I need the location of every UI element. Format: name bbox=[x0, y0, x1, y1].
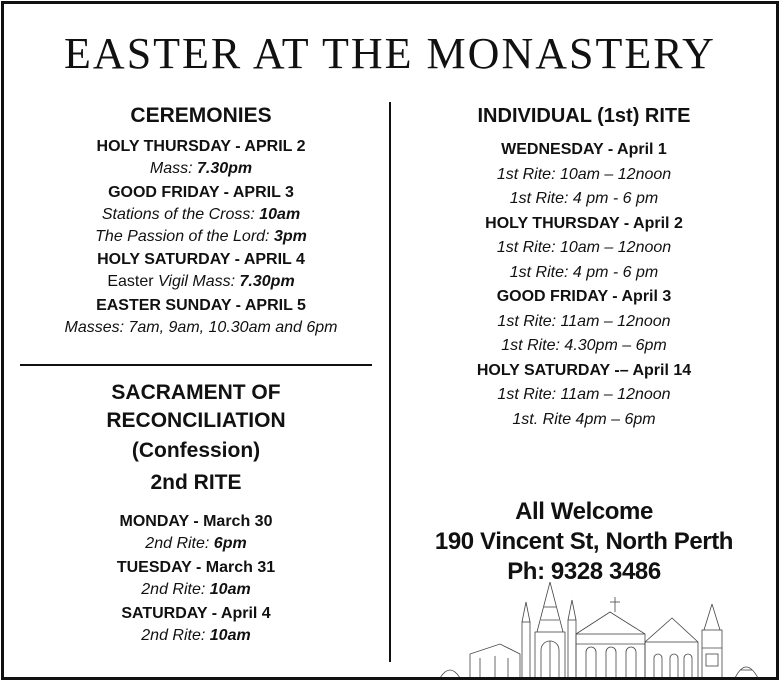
stations-label: Stations of the Cross: bbox=[101, 206, 255, 223]
all-welcome: All Welcome bbox=[515, 498, 653, 525]
holy-thursday-date: - April 2 bbox=[619, 214, 683, 232]
saturday-rite bbox=[16, 625, 376, 647]
good-friday-heading: GOOD FRIDAY - APRIL 3 bbox=[108, 184, 294, 201]
second-rite-heading: 2nd RITE bbox=[150, 471, 242, 494]
passion-label: The Passion of the Lord: bbox=[95, 228, 270, 245]
easter-sunday-heading: EASTER SUNDAY - APRIL 5 bbox=[96, 297, 306, 314]
wednesday-rite-1: 1st Rite: 10am – 12noon bbox=[496, 165, 672, 183]
good-friday-date: - April 3 bbox=[607, 288, 672, 305]
church-drawing-icon bbox=[440, 582, 766, 680]
wednesday-heading bbox=[396, 138, 772, 163]
rite-time: 10am bbox=[209, 581, 251, 598]
mass-label: Mass: bbox=[149, 160, 193, 177]
good-friday-rite-heading bbox=[396, 285, 772, 310]
saturday-date: - April 4 bbox=[207, 605, 271, 622]
holy-saturday-rite-1: 1st Rite: 11am – 12noon bbox=[497, 386, 671, 403]
monday-heading bbox=[16, 511, 376, 533]
page-title: EASTER AT THE MONASTERY bbox=[64, 29, 716, 78]
reconciliation-heading-1: SACRAMENT OF bbox=[111, 381, 281, 404]
easter-sunday-masses: Masses: 7am, 9am, 10.30am and 6pm bbox=[64, 319, 338, 336]
tuesday-rite bbox=[16, 579, 376, 601]
section-divider bbox=[20, 364, 372, 366]
holy-saturday-date: -– April 14 bbox=[609, 361, 692, 379]
holy-saturday-rite-heading bbox=[396, 359, 772, 384]
tuesday-date: - March 31 bbox=[191, 559, 276, 576]
rite-time: 10am bbox=[209, 627, 251, 644]
holy-saturday-heading: HOLY SATURDAY - APRIL 4 bbox=[97, 251, 305, 268]
holy-thursday-label: HOLY THURSDAY bbox=[485, 214, 620, 232]
welcome-section bbox=[396, 497, 772, 587]
saturday-heading bbox=[16, 603, 376, 625]
phone-number: Ph: 9328 3486 bbox=[507, 558, 661, 585]
wednesday-rite-2: 1st Rite: 4 pm - 6 pm bbox=[509, 190, 659, 207]
wednesday-date: - April 1 bbox=[603, 141, 667, 158]
ceremonies-section bbox=[16, 102, 386, 339]
holy-saturday-label: HOLY SATURDAY bbox=[476, 361, 610, 379]
monday-rite bbox=[16, 533, 376, 555]
reconciliation-heading-2: RECONCILIATION bbox=[106, 409, 286, 432]
rite-label: 2nd Rite: bbox=[141, 581, 206, 598]
reconciliation-heading-3: (Confession) bbox=[131, 439, 261, 462]
mass-time: 7.30pm bbox=[196, 160, 253, 177]
address: 190 Vincent St, North Perth bbox=[434, 528, 734, 555]
saturday-label: SATURDAY bbox=[121, 605, 208, 622]
reconciliation-section bbox=[16, 379, 376, 647]
wednesday-label: WEDNESDAY bbox=[501, 141, 604, 158]
ceremonies-heading: CEREMONIES bbox=[130, 104, 272, 127]
vigil-label: Vigil Mass: bbox=[158, 273, 236, 290]
passion-time: 3pm bbox=[273, 228, 307, 245]
column-divider bbox=[389, 102, 391, 662]
vigil-label-easter: Easter bbox=[107, 273, 159, 290]
holy-thursday-rite-2: 1st Rite: 4 pm - 6 pm bbox=[509, 263, 659, 281]
holy-thursday-rite-heading bbox=[396, 212, 772, 237]
holy-thursday-rite-1: 1st Rite: 10am – 12noon bbox=[496, 239, 672, 256]
tuesday-label: TUESDAY bbox=[116, 559, 192, 576]
good-friday-rite-2: 1st Rite: 4.30pm – 6pm bbox=[501, 337, 667, 354]
holy-thursday-heading: HOLY THURSDAY - APRIL 2 bbox=[96, 138, 306, 155]
individual-rite-heading: INDIVIDUAL (1st) RITE bbox=[477, 105, 691, 127]
good-friday-label: GOOD FRIDAY bbox=[496, 288, 608, 305]
stations-of-cross bbox=[16, 204, 386, 226]
notice-frame bbox=[1, 1, 779, 680]
monday-label: MONDAY bbox=[119, 513, 189, 530]
rite-label: 2nd Rite: bbox=[141, 627, 206, 644]
vigil-time: 7.30pm bbox=[239, 273, 295, 290]
monday-date: - March 30 bbox=[188, 513, 273, 530]
easter-vigil bbox=[16, 271, 386, 293]
good-friday-rite-1: 1st Rite: 11am – 12noon bbox=[497, 312, 671, 330]
holy-saturday-rite-2: 1st. Rite 4pm – 6pm bbox=[512, 410, 656, 428]
stations-time: 10am bbox=[259, 206, 301, 223]
rite-label: 2nd Rite: bbox=[145, 535, 210, 552]
passion-of-lord bbox=[16, 226, 386, 248]
individual-rite-section bbox=[396, 102, 772, 432]
tuesday-heading bbox=[16, 557, 376, 579]
holy-thursday-mass bbox=[16, 158, 386, 180]
rite-time: 6pm bbox=[213, 535, 247, 552]
